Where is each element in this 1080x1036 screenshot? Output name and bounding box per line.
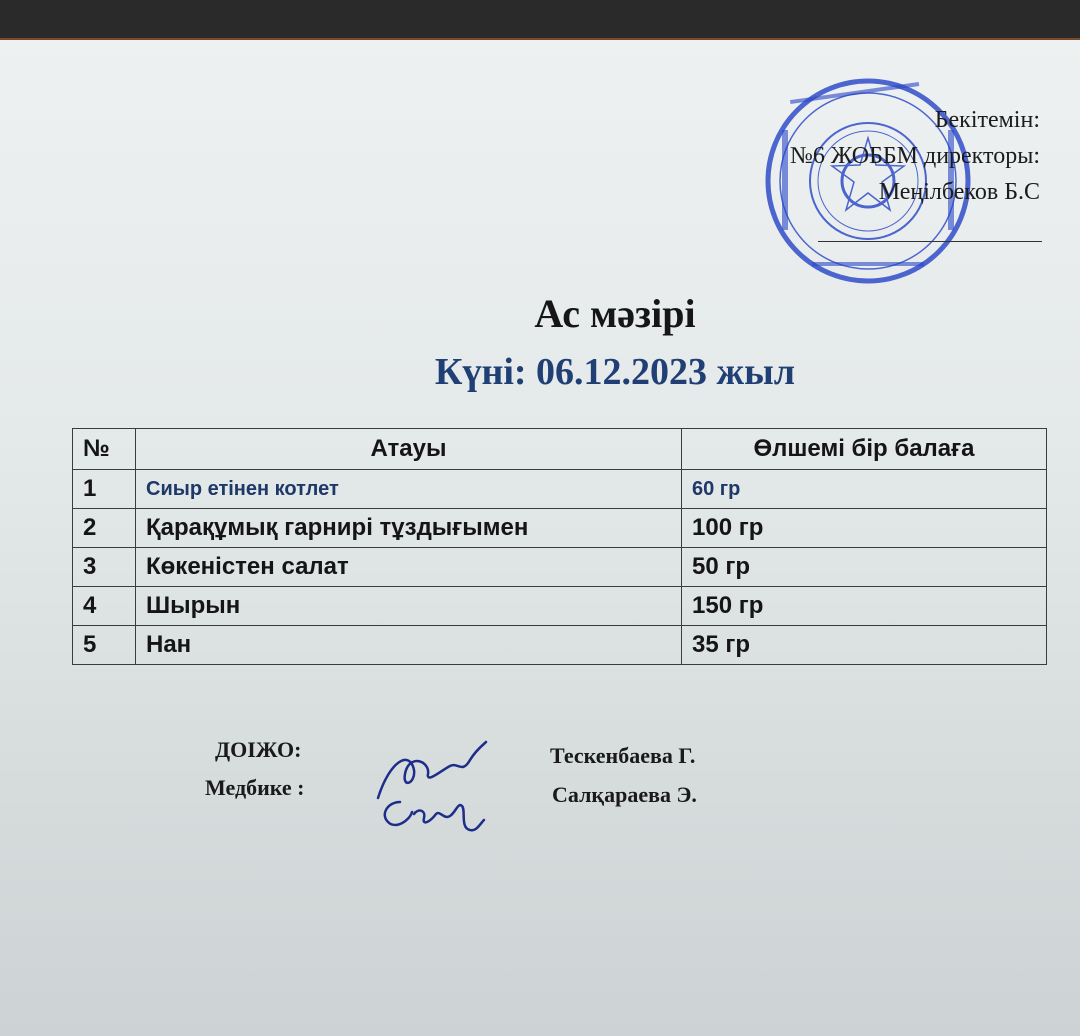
menu-title: Ас мәзірі (534, 291, 696, 336)
row-number: 2 (73, 509, 136, 548)
row-amount: 50 гр (682, 548, 1047, 587)
row-number: 3 (73, 548, 136, 587)
approval-position: №6 ЖОББМ директоры: (789, 143, 1040, 169)
table-row (73, 587, 1047, 626)
row-amount: 150 гр (682, 587, 1047, 626)
approval-block (790, 102, 1040, 210)
doizho-name: Тескенбаева Г. (550, 743, 696, 768)
table-row (73, 509, 1047, 548)
row-name: Нан (136, 626, 682, 665)
nurse-label: Медбике : (205, 775, 305, 800)
approval-heading: Бекітемін: (934, 107, 1040, 133)
approval-director-name: Меңілбеков Б.С (878, 179, 1040, 205)
header-number: № (73, 429, 136, 470)
row-name: Қарақұмық гарнирі тұздығымен (136, 509, 682, 548)
row-amount: 60 гр (682, 470, 1047, 509)
row-number: 4 (73, 587, 136, 626)
document-sheet (0, 38, 1080, 1036)
row-number: 5 (73, 626, 136, 665)
row-amount: 35 гр (682, 626, 1047, 665)
row-name: Сиыр етінен котлет (136, 470, 682, 509)
table-row (73, 548, 1047, 587)
row-amount: 100 гр (682, 509, 1047, 548)
header-amount: Өлшемі бір балаға (682, 429, 1047, 470)
table-row (73, 626, 1047, 665)
nurse-name: Салқараева Э. (552, 782, 697, 807)
photo-background-top (0, 0, 1080, 40)
handwritten-signature (370, 740, 490, 840)
table-header-row (73, 429, 1047, 470)
row-name: Көкеністен салат (136, 548, 682, 587)
row-number: 1 (73, 470, 136, 509)
row-name: Шырын (136, 587, 682, 626)
menu-date: Күні: 06.12.2023 жыл (434, 351, 796, 393)
approval-signature-line (818, 241, 1042, 242)
header-name: Атауы (136, 429, 682, 470)
doizho-label: ДОІЖО: (215, 737, 302, 762)
menu-table (72, 428, 1047, 665)
table-row (73, 470, 1047, 509)
